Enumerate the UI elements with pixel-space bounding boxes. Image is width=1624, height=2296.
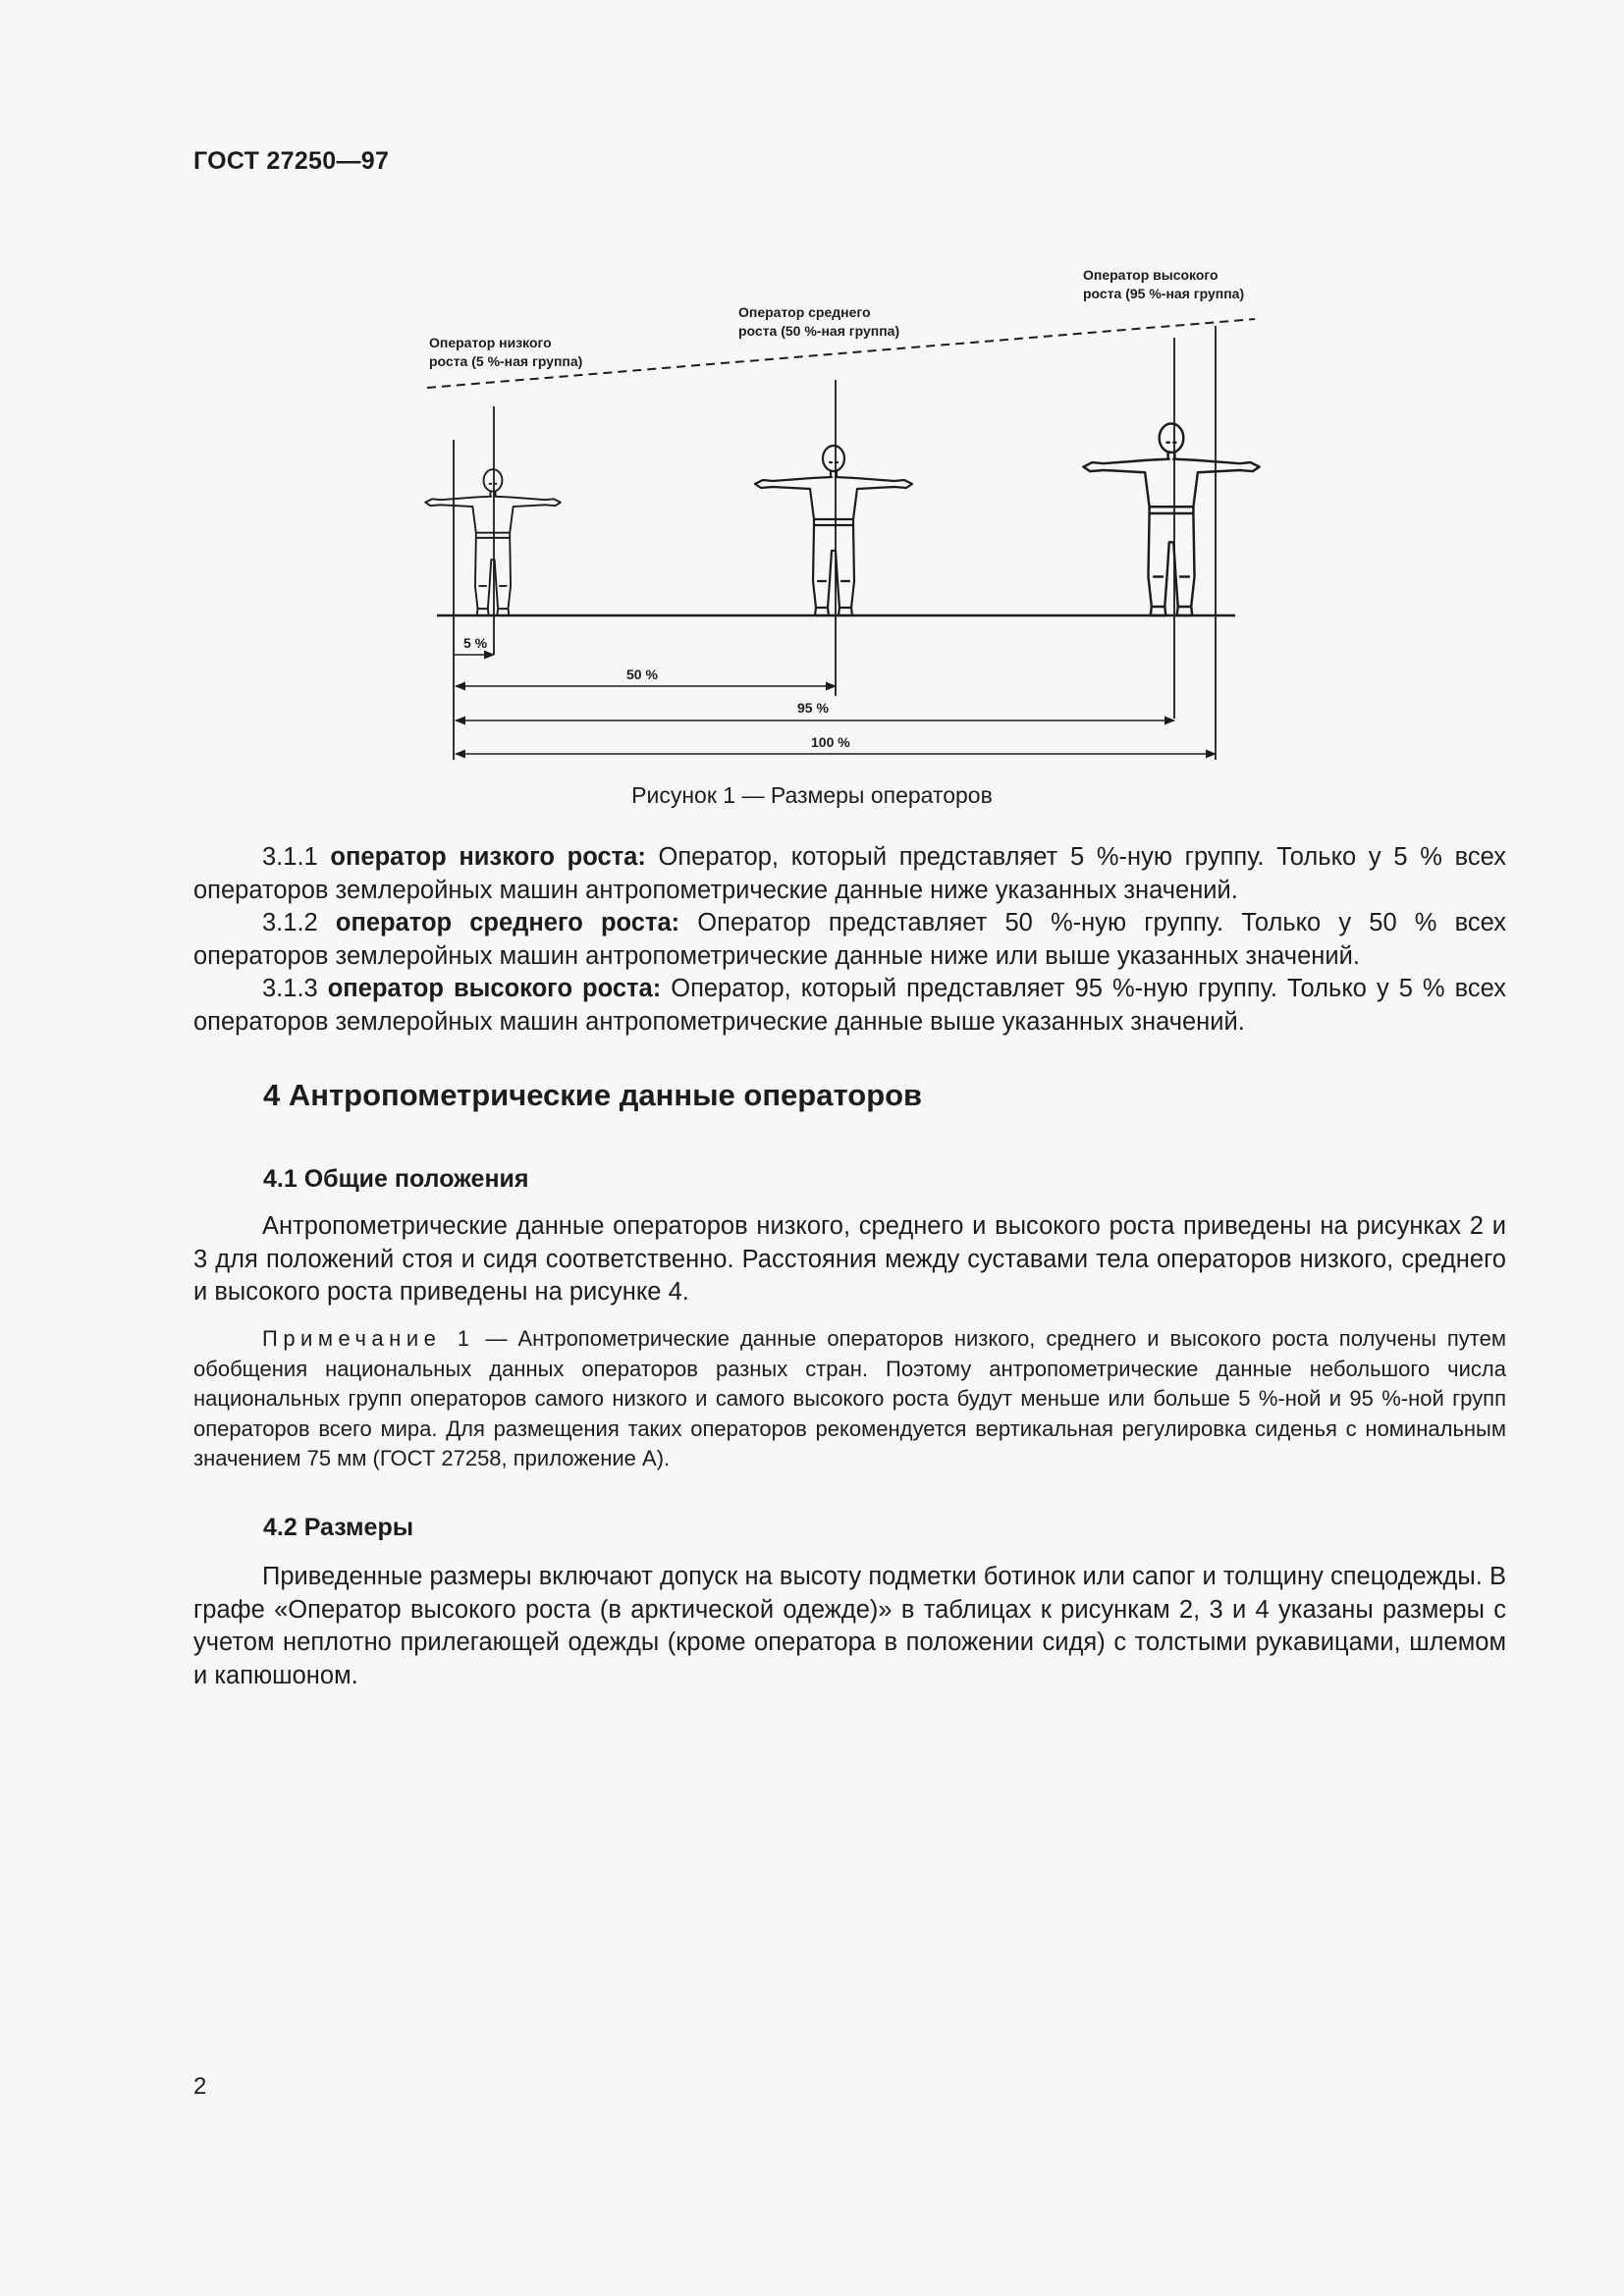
document-header: ГОСТ 27250—97 bbox=[193, 147, 390, 175]
figure-drawing bbox=[363, 257, 1257, 777]
mid-operator-figure bbox=[755, 446, 912, 615]
section-3-definitions bbox=[193, 841, 1506, 1039]
term-low: оператор низкого роста: bbox=[330, 843, 646, 871]
label-mid-2: роста (50 %-ная группа) bbox=[738, 323, 900, 339]
subsection-4-1-text bbox=[193, 1210, 1506, 1309]
note-label: Примечание 1 bbox=[262, 1326, 475, 1351]
label-low-2: роста (5 %-ная группа) bbox=[429, 353, 583, 369]
definition-text: Оператор, который представляет 5 %-ную группу. Только у 5 % всех операторов землеройных машин антропометрические данные ниже указанных значений. bbox=[193, 843, 1506, 904]
high-operator-figure bbox=[1083, 424, 1259, 615]
definition-text: Оператор, который представляет 95 %-ную группу. Только у 5 % всех операторов землеройных машин антропометрические данные выше указанных значений. bbox=[193, 975, 1506, 1036]
figure-caption: Рисунок 1 — Размеры операторов bbox=[631, 782, 993, 808]
dim-label-5: 5 % bbox=[463, 635, 488, 651]
item-number: 3.1.3 bbox=[262, 975, 318, 1002]
dim-label-95: 95 % bbox=[797, 700, 829, 716]
reference-lines bbox=[454, 326, 1216, 760]
definition-text: Оператор представляет 50 %-ную группу. Только у 50 % всех операторов землеройных машин антропометрические данные ниже или выше указанных значений. bbox=[193, 909, 1506, 970]
label-high-1: Оператор высокого bbox=[1083, 267, 1218, 283]
paragraph: Приведенные размеры включают допуск на высоту подметки ботинок или сапог и толщину спецодежды. В графе «Оператор высокого роста (в арктической одежде)» в таблицах к рисункам 2, 3 и 4 указаны размеры с учетом неплотно прилегающей одежды (кроме оператора в положении сидя) с толстыми рукавицами, шлемом и капюшоном. bbox=[193, 1563, 1506, 1689]
item-number: 3.1.2 bbox=[262, 909, 318, 936]
note-text: — Антропометрические данные операторов низкого, среднего и высокого роста получены путем обобщения национальных данных операторов разных стран. Поэтому антропометрические данные небольшого числа национальных групп операторов самого низкого и самого высокого роста будут меньше или больше 5 %-ной и 95 %-ной групп операторов всего мира. Для размещения таких операторов рекомендуется вертикальная регулировка сиденья с номинальным значением 75 мм (ГОСТ 27258, приложение А). bbox=[193, 1326, 1506, 1470]
term-high: оператор высокого роста: bbox=[327, 975, 662, 1002]
label-mid-1: Оператор среднего bbox=[738, 304, 871, 320]
figure-operator-sizes bbox=[363, 257, 1257, 777]
item-number: 3.1.1 bbox=[262, 843, 318, 871]
subsection-4-2-heading: 4.2 Размеры bbox=[263, 1514, 414, 1541]
dim-label-100: 100 % bbox=[811, 734, 850, 750]
definition-3-1-1 bbox=[193, 841, 1506, 907]
paragraph: Антропометрические данные операторов низкого, среднего и высокого роста приведены на рисунках 2 и 3 для положений стоя и сидя соответственно. Расстояния между суставами тела операторов низкого, среднего и высокого роста приведены на рисунке 4. bbox=[193, 1212, 1506, 1306]
low-operator-figure bbox=[425, 469, 561, 615]
note-1 bbox=[193, 1324, 1506, 1474]
subsection-4-2-text bbox=[193, 1561, 1506, 1692]
page-number: 2 bbox=[193, 2073, 207, 2100]
term-mid: оператор среднего роста: bbox=[335, 909, 680, 936]
definition-3-1-2 bbox=[193, 907, 1506, 973]
section-4-heading: 4 Антропометрические данные операторов bbox=[263, 1078, 923, 1112]
definition-3-1-3 bbox=[193, 973, 1506, 1039]
dim-label-50: 50 % bbox=[626, 667, 658, 682]
label-low-1: Оператор низкого bbox=[429, 335, 552, 350]
subsection-4-1-heading: 4.1 Общие положения bbox=[263, 1165, 529, 1193]
label-high-2: роста (95 %-ная группа) bbox=[1083, 286, 1245, 301]
